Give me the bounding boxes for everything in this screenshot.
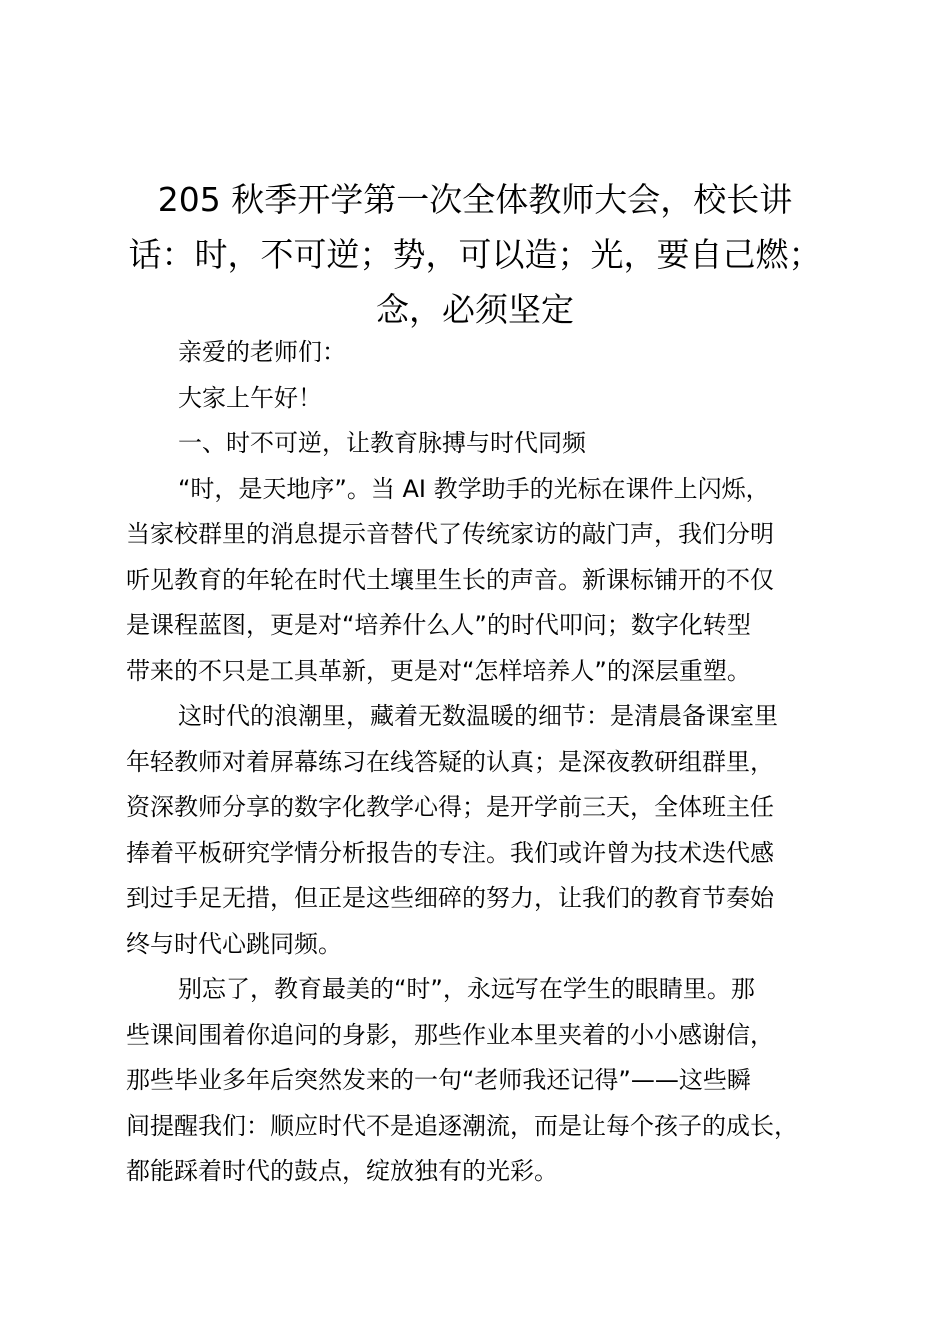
paragraph [126, 967, 831, 1195]
paragraph-line: 些课间围着你追问的身影，那些作业本里夹着的小小感谢信， [126, 1020, 774, 1049]
paragraph-line: 当家校群里的消息提示音替代了传统家访的敲门声，我们分明 [126, 520, 774, 548]
paragraph [126, 694, 831, 967]
paragraph [126, 467, 831, 695]
paragraph-line: 别忘了，教育最美的“时”，永远写在学生的眼睛里。那 [178, 975, 755, 1003]
paragraph-line: “时，是天地序”。当 AI 教学助手的光标在课件上闪烁， [178, 474, 770, 503]
title-line: 念，必须坚定 [376, 290, 574, 329]
title-line: 205 秋季开学第一次全体教师大会，校长讲 [157, 180, 793, 219]
paragraph-line: 资深教师分享的数字化教学心得；是开学前三天，全体班主任 [126, 793, 774, 821]
salutation: 大家上午好！ [178, 383, 322, 412]
paragraph-line: 到过手足无措，但正是这些细碎的努力，让我们的教育节奏始 [126, 884, 774, 912]
title-line: 话：时，不可逆；势，可以造；光，要自己燃； [128, 235, 822, 274]
paragraph-line: 带来的不只是工具革新，更是对“怎样培养人”的深层重塑。 [126, 656, 751, 685]
paragraph-line: 终与时代心跳同频。 [126, 929, 342, 958]
paragraph-line: 那些毕业多年后突然发来的一句“老师我还记得”——这些瞬 [126, 1066, 751, 1094]
paragraph-line: 间提醒我们：顺应时代不是追逐潮流，而是让每个孩子的成长， [126, 1111, 798, 1140]
paragraph-line: 年轻教师对着屏幕练习在线答疑的认真；是深夜教研组群里， [126, 747, 774, 776]
document-body [126, 330, 831, 1195]
section-heading: 一、时不可逆，让教育脉搏与时代同频 [178, 429, 586, 457]
paragraph-line: 都能踩着时代的鼓点，绽放独有的光彩。 [126, 1157, 558, 1185]
paragraph-line: 这时代的浪潮里，藏着无数温暖的细节：是清晨备课室里 [178, 702, 778, 730]
greeting: 亲爱的老师们： [178, 338, 346, 366]
document-title [110, 172, 840, 337]
paragraph-line: 是课程蓝图，更是对“培养什么人”的时代叩问；数字化转型 [126, 611, 751, 639]
paragraph-line: 捧着平板研究学情分析报告的专注。我们或许曾为技术迭代感 [126, 838, 774, 867]
paragraph-line: 听见教育的年轮在时代土壤里生长的声音。新课标铺开的不仅 [126, 565, 774, 594]
